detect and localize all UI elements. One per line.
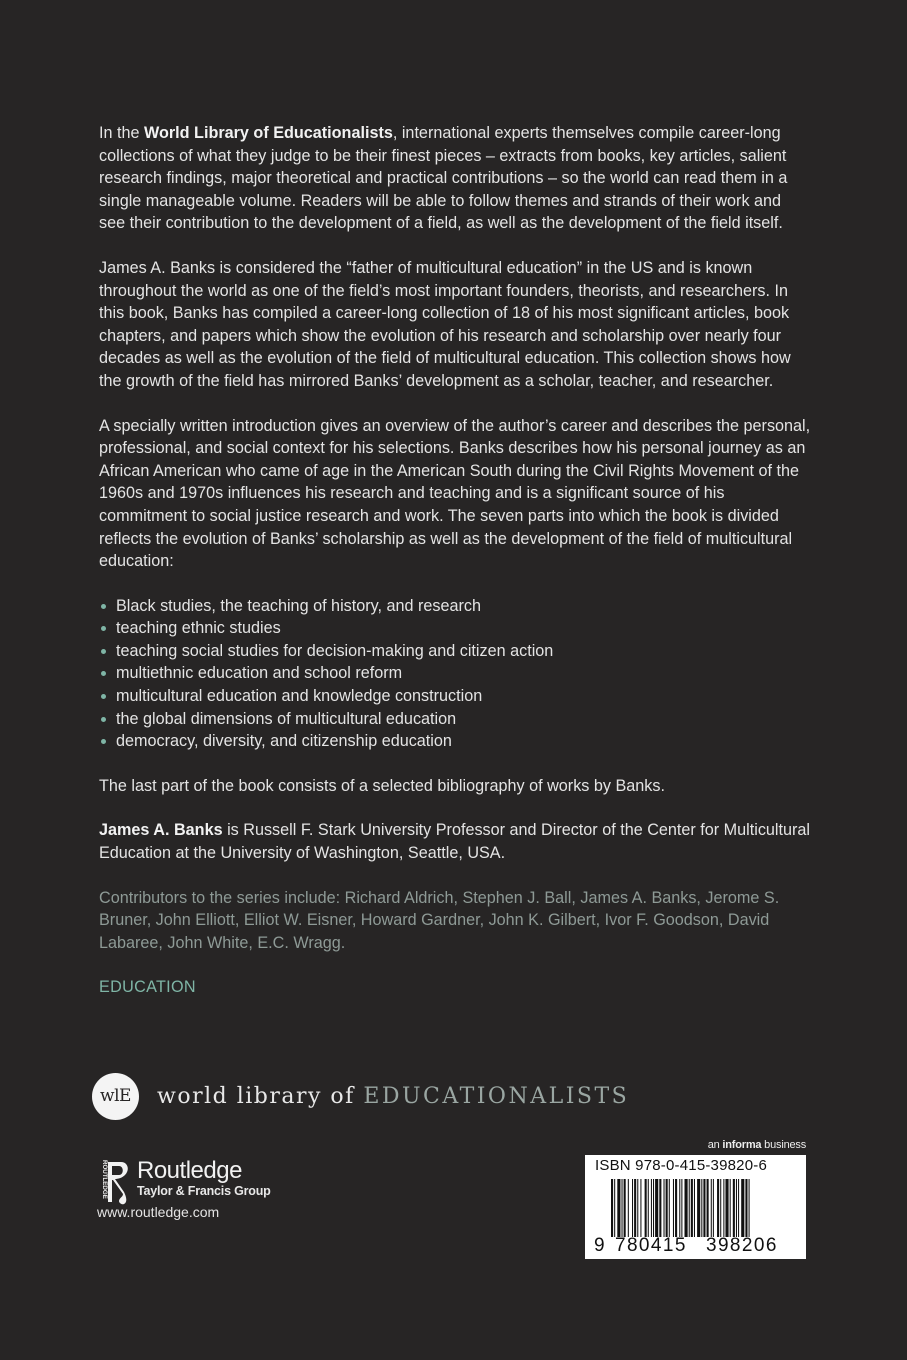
- wle-badge-icon: wlE: [92, 1073, 139, 1120]
- bullet-icon: [101, 694, 106, 699]
- ean-first-digit: 9: [594, 1235, 605, 1256]
- publisher-block: [97, 1158, 271, 1220]
- series-intro-paragraph: [99, 122, 811, 235]
- isbn-number: ISBN 978-0-415-39820-6: [595, 1157, 768, 1174]
- ean-left-digits: 780415: [615, 1235, 687, 1256]
- bibliography-paragraph: The last part of the book consists of a selected bibliography of works by Banks.: [99, 776, 665, 795]
- routledge-vertical-mark: ROUTLEDGE: [101, 1160, 108, 1199]
- list-item: the global dimensions of multicultural education: [99, 708, 811, 731]
- series-name-bold: World Library of Educationalists: [144, 124, 393, 142]
- series-logo: [92, 1071, 629, 1121]
- barcode-bars-icon: [611, 1179, 797, 1237]
- bullet-icon: [101, 649, 106, 654]
- routledge-logo-icon: [97, 1158, 131, 1208]
- list-item: teaching social studies for decision-making and citizen action: [99, 640, 811, 663]
- list-item: multiethnic education and school reform: [99, 662, 811, 685]
- list-item: democracy, diversity, and citizenship education: [99, 730, 811, 753]
- list-item: teaching ethnic studies: [99, 617, 811, 640]
- book-parts-list: [99, 595, 811, 753]
- list-item: Black studies, the teaching of history, and research: [99, 595, 811, 618]
- back-cover-text: [99, 122, 811, 1021]
- intro-rest: , international experts themselves compile career-long collections of what they judge to be their finest pieces – extracts from books, key articles, salient research findings, major theoretical and practical contributions – so the world can read them in a single manageable volume. Readers will be able to follow themes and strands of their work and see their contribution to the development of a field, as well as the development of the field itself.: [99, 124, 788, 233]
- bullet-icon: [101, 739, 106, 744]
- subject-category: EDUCATION: [99, 978, 196, 997]
- author-bio-text: is Russell F. Stark University Professor and Director of the Center for Multicultural Education at the University of Washington, Seattle, USA.: [99, 821, 811, 863]
- bullet-icon: [101, 671, 106, 676]
- ean-right-digits: 398206: [706, 1235, 778, 1256]
- informa-business-label: an informa business: [707, 1139, 806, 1151]
- publisher-url: www.routledge.com: [97, 1204, 220, 1220]
- publisher-name: Routledge: [137, 1157, 242, 1184]
- bullet-icon: [101, 604, 106, 609]
- list-item: multicultural education and knowledge construction: [99, 685, 811, 708]
- intro-lead: In the: [99, 124, 144, 142]
- publisher-group: Taylor & Francis Group: [137, 1184, 271, 1198]
- series-wordmark: world library of EDUCATIONALISTS: [157, 1083, 630, 1109]
- author-name: James A. Banks: [99, 821, 223, 840]
- bullet-icon: [101, 717, 106, 722]
- series-contributors: Contributors to the series include: Richard Aldrich, Stephen J. Ball, James A. Banks, Jerome S. Bruner, John Elliott, Elliot W. Eisner, Howard Gardner, John K. Gilbert, Ivor F. Goodson, David Labaree, John White, E.C. Wragg.: [99, 888, 780, 952]
- introduction-paragraph: A specially written introduction gives an overview of the author’s career and describes the personal, professional, and social context for his selections. Banks describes how his personal journey as an African American who came of age in the American South during the Civil Rights Movement of the 1960s and 1970s influences his research and teaching and is a significant source of his commitment to social justice research and work. The seven parts into which the book is divided reflects the evolution of Banks’ scholarship as well as the development of the field of multicultural education:: [99, 416, 811, 571]
- author-bio: [99, 819, 811, 864]
- banks-overview-paragraph: James A. Banks is considered the “father of multicultural education” in the US and is known throughout the world as one of the field’s most important founders, theorists, and researchers. In this book, Banks has compiled a career-long collection of 18 of his most significant articles, book chapters, and papers which show the evolution of his research and scholarship over nearly four decades as well as the evolution of the field of multicultural education. This collection shows how the growth of the field has mirrored Banks’ development as a scholar, teacher, and researcher.: [99, 258, 791, 390]
- isbn-barcode: [585, 1155, 806, 1259]
- bullet-icon: [101, 626, 106, 631]
